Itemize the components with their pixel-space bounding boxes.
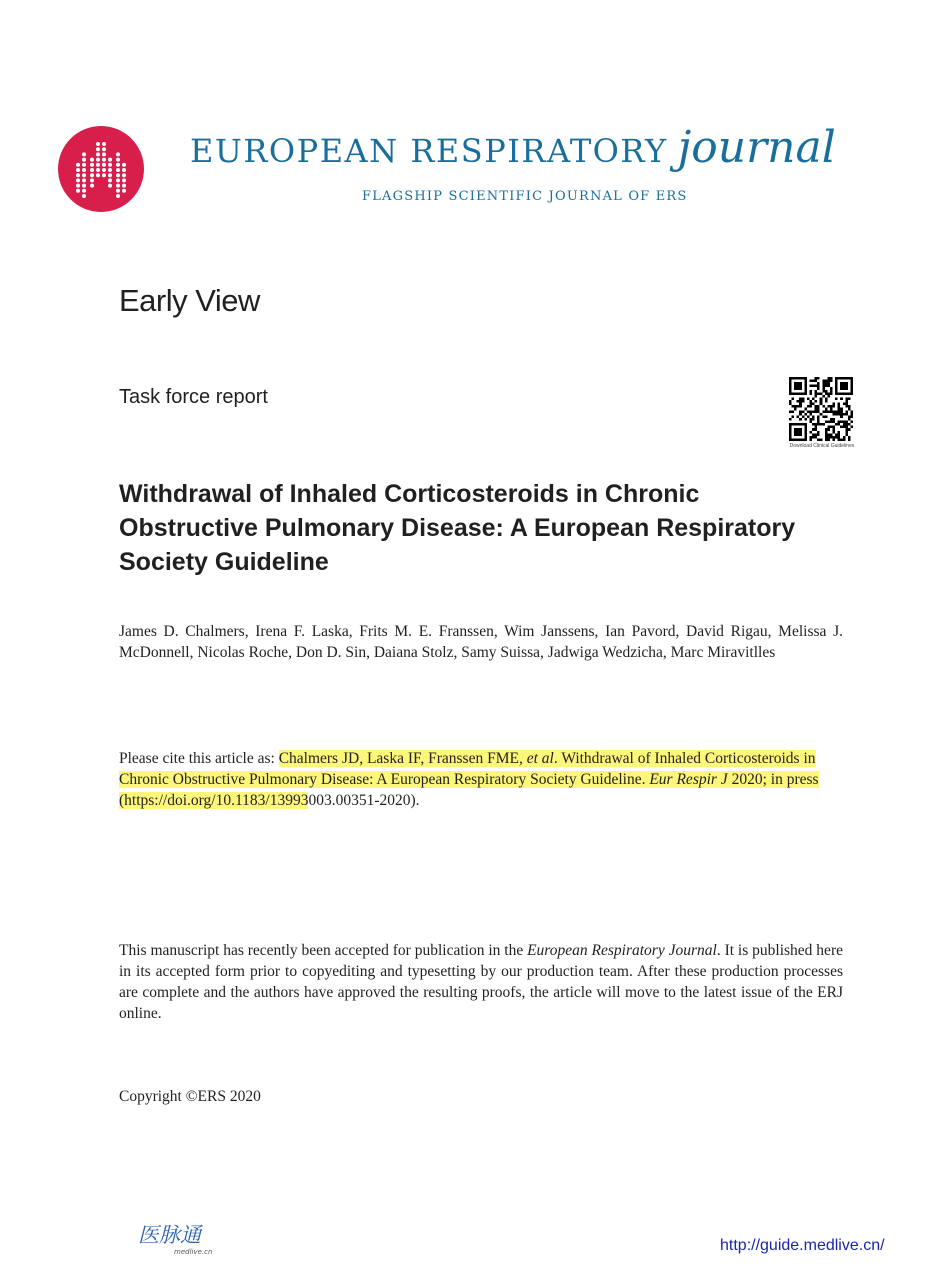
journal-title-caps: EUROPEAN RESPIRATORY <box>190 132 668 170</box>
author-list: James D. Chalmers, Irena F. Laska, Frits M. E. Franssen, Wim Janssens, Ian Pavord, David Rigau, Melissa J. McDonnell, Nicolas Roche, Don D. Sin, Daiana Stolz, Samy Suissa, Jadwiga Wedzicha, Marc Miravitlles <box>119 623 843 661</box>
citation-journal: Eur Respir J <box>649 771 728 788</box>
notice-journal: European Respiratory Journal <box>527 942 717 959</box>
medlive-url-link[interactable]: http://guide.medlive.cn/ <box>720 1237 885 1254</box>
medlive-logo-cn: 医脉通 <box>138 1223 201 1247</box>
medlive-logo <box>136 1218 236 1258</box>
citation-doi-end[interactable]: 003.00351-2020). <box>308 792 420 809</box>
copyright: Copyright ©ERS 2020 <box>119 1088 261 1105</box>
citation-doi-start[interactable]: 2020; in press (https://doi.org/10.1183/13993 <box>119 771 819 809</box>
citation-prefix: Please cite this article as: <box>119 750 279 767</box>
notice-after: . It is published here in its accepted form prior to copyediting and typesetting by our production team. After these production processes are complete and the authors have approved the resulting proofs, the article will move to the latest issue of the ERJ online. <box>119 942 843 1022</box>
citation-authors: Chalmers JD, Laska IF, Franssen FME, <box>278 750 527 767</box>
citation-block <box>119 748 843 811</box>
notice-before: This manuscript has recently been accepted for publication in the <box>119 942 528 959</box>
status-heading: Early View <box>119 283 260 318</box>
manuscript-notice <box>119 940 843 1024</box>
journal-title-italic: journal <box>677 122 836 173</box>
article-title: Withdrawal of Inhaled Corticosteroids in Chronic Obstructive Pulmonary Disease: A European Respiratory Society Guideline <box>119 480 796 576</box>
qr-code[interactable] <box>789 377 853 441</box>
journal-subtitle: FLAGSHIP SCIENTIFIC JOURNAL OF ERS <box>362 189 688 204</box>
citation-title: . Withdrawal of Inhaled Corticosteroids in Chronic Obstructive Pulmonary Disease: A European Respiratory Society Guideline. <box>119 750 816 788</box>
journal-title <box>190 122 836 173</box>
citation-et-al: et al <box>526 750 554 767</box>
article-type: Task force report <box>119 386 268 408</box>
qr-caption: Download Clinical Guidelines <box>789 443 855 449</box>
medlive-logo-en: medlive.cn <box>174 1248 213 1256</box>
ers-logo <box>58 126 144 212</box>
